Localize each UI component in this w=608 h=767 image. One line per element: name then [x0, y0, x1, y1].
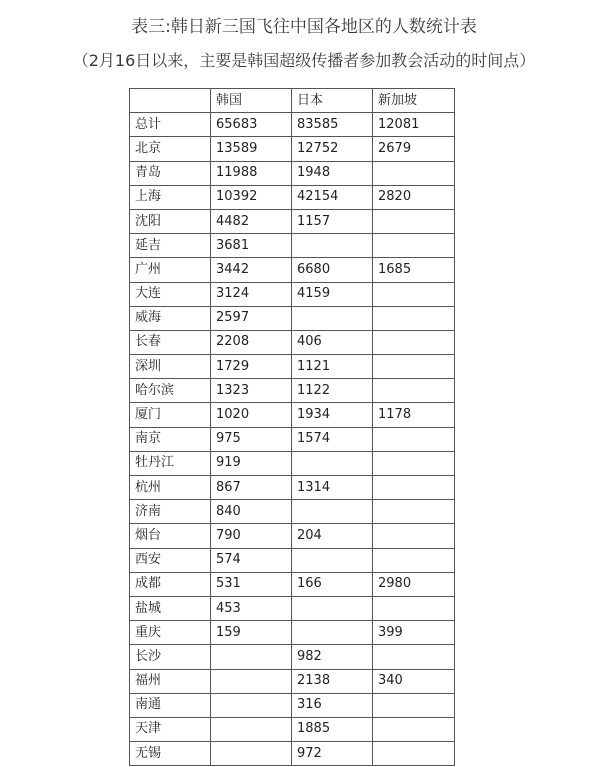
japan-count-cell: 12752	[292, 137, 373, 161]
region-cell: 成都	[130, 572, 211, 596]
korea-count-cell: 3124	[211, 282, 292, 306]
region-cell: 上海	[130, 185, 211, 209]
singapore-count-cell	[373, 330, 455, 354]
korea-count-cell: 4482	[211, 209, 292, 233]
japan-count-cell: 982	[292, 645, 373, 669]
singapore-count-cell	[373, 451, 455, 475]
region-cell: 西安	[130, 548, 211, 572]
japan-count-cell: 1934	[292, 403, 373, 427]
japan-count-cell: 1885	[292, 717, 373, 741]
region-cell: 长沙	[130, 645, 211, 669]
japan-count-cell: 1314	[292, 476, 373, 500]
korea-count-cell	[211, 717, 292, 741]
korea-count-cell: 790	[211, 524, 292, 548]
japan-count-cell: 1574	[292, 427, 373, 451]
japan-count-cell: 1121	[292, 355, 373, 379]
korea-count-cell: 840	[211, 500, 292, 524]
singapore-count-cell	[373, 379, 455, 403]
table-row	[130, 717, 455, 741]
region-cell: 济南	[130, 500, 211, 524]
singapore-count-cell: 1178	[373, 403, 455, 427]
korea-count-cell: 1729	[211, 355, 292, 379]
table-row	[130, 234, 455, 258]
region-cell: 哈尔滨	[130, 379, 211, 403]
table-row	[130, 476, 455, 500]
japan-count-cell	[292, 306, 373, 330]
korea-count-cell: 1020	[211, 403, 292, 427]
korea-count-cell: 2208	[211, 330, 292, 354]
singapore-count-cell	[373, 209, 455, 233]
table-row	[130, 403, 455, 427]
singapore-count-cell: 2820	[373, 185, 455, 209]
table-row	[130, 379, 455, 403]
japan-count-cell: 42154	[292, 185, 373, 209]
singapore-count-cell: 399	[373, 621, 455, 645]
table-row	[130, 669, 455, 693]
singapore-count-cell	[373, 645, 455, 669]
korea-count-cell: 1323	[211, 379, 292, 403]
singapore-count-cell	[373, 355, 455, 379]
japan-count-cell: 83585	[292, 113, 373, 137]
japan-count-cell: 6680	[292, 258, 373, 282]
header-cell-korea: 韩国	[211, 89, 292, 113]
singapore-count-cell: 2980	[373, 572, 455, 596]
page-title: 表三:韩日新三国飞往中国各地区的人数统计表	[131, 17, 477, 37]
page-subtitle: （2月16日以来，主要是韩国超级传播者参加教会活动的时间点）	[72, 51, 536, 70]
region-cell: 天津	[130, 717, 211, 741]
korea-count-cell: 919	[211, 451, 292, 475]
korea-count-cell: 574	[211, 548, 292, 572]
korea-count-cell: 13589	[211, 137, 292, 161]
region-cell: 广州	[130, 258, 211, 282]
region-cell: 盐城	[130, 596, 211, 620]
singapore-count-cell	[373, 476, 455, 500]
region-cell: 深圳	[130, 355, 211, 379]
korea-count-cell: 65683	[211, 113, 292, 137]
singapore-count-cell: 340	[373, 669, 455, 693]
table-row	[130, 282, 455, 306]
header-cell-singapore: 新加坡	[373, 89, 455, 113]
japan-count-cell: 972	[292, 742, 373, 766]
table-row	[130, 306, 455, 330]
region-cell: 南京	[130, 427, 211, 451]
korea-count-cell: 3681	[211, 234, 292, 258]
japan-count-cell: 166	[292, 572, 373, 596]
region-cell: 厦门	[130, 403, 211, 427]
japan-count-cell	[292, 621, 373, 645]
korea-count-cell: 867	[211, 476, 292, 500]
region-cell: 重庆	[130, 621, 211, 645]
region-cell: 福州	[130, 669, 211, 693]
singapore-count-cell	[373, 742, 455, 766]
japan-count-cell: 316	[292, 693, 373, 717]
singapore-count-cell: 2679	[373, 137, 455, 161]
singapore-count-cell	[373, 161, 455, 185]
korea-count-cell	[211, 669, 292, 693]
table-row	[130, 548, 455, 572]
table-header-row	[130, 89, 455, 113]
korea-count-cell: 2597	[211, 306, 292, 330]
table-row	[130, 500, 455, 524]
singapore-count-cell	[373, 524, 455, 548]
region-cell: 长春	[130, 330, 211, 354]
japan-count-cell: 1122	[292, 379, 373, 403]
korea-count-cell	[211, 693, 292, 717]
table-row	[130, 524, 455, 548]
table-row	[130, 427, 455, 451]
table-row	[130, 137, 455, 161]
table-row	[130, 693, 455, 717]
japan-count-cell: 1157	[292, 209, 373, 233]
region-cell: 青岛	[130, 161, 211, 185]
table-row	[130, 330, 455, 354]
korea-count-cell: 453	[211, 596, 292, 620]
singapore-count-cell	[373, 427, 455, 451]
singapore-count-cell	[373, 717, 455, 741]
singapore-count-cell	[373, 548, 455, 572]
region-cell: 南通	[130, 693, 211, 717]
region-cell: 延吉	[130, 234, 211, 258]
table-row	[130, 572, 455, 596]
table-row	[130, 258, 455, 282]
singapore-count-cell: 1685	[373, 258, 455, 282]
korea-count-cell: 159	[211, 621, 292, 645]
korea-count-cell: 975	[211, 427, 292, 451]
table-row	[130, 451, 455, 475]
japan-count-cell: 1948	[292, 161, 373, 185]
header-cell-region	[130, 89, 211, 113]
region-cell: 沈阳	[130, 209, 211, 233]
japan-count-cell	[292, 234, 373, 258]
table-row	[130, 742, 455, 766]
japan-count-cell: 2138	[292, 669, 373, 693]
region-cell: 烟台	[130, 524, 211, 548]
singapore-count-cell	[373, 596, 455, 620]
header-cell-japan: 日本	[292, 89, 373, 113]
table-row	[130, 113, 455, 137]
japan-count-cell	[292, 500, 373, 524]
japan-count-cell	[292, 548, 373, 572]
region-cell: 北京	[130, 137, 211, 161]
table-row	[130, 621, 455, 645]
table-row	[130, 596, 455, 620]
korea-count-cell: 11988	[211, 161, 292, 185]
table-body	[130, 113, 455, 766]
japan-count-cell	[292, 451, 373, 475]
japan-count-cell: 406	[292, 330, 373, 354]
singapore-count-cell	[373, 500, 455, 524]
japan-count-cell: 204	[292, 524, 373, 548]
japan-count-cell: 4159	[292, 282, 373, 306]
singapore-count-cell: 12081	[373, 113, 455, 137]
table-row	[130, 355, 455, 379]
korea-count-cell: 10392	[211, 185, 292, 209]
korea-count-cell	[211, 645, 292, 669]
singapore-count-cell	[373, 282, 455, 306]
table-row	[130, 645, 455, 669]
table-row	[130, 209, 455, 233]
singapore-count-cell	[373, 693, 455, 717]
singapore-count-cell	[373, 234, 455, 258]
region-cell: 杭州	[130, 476, 211, 500]
region-cell: 无锡	[130, 742, 211, 766]
korea-count-cell	[211, 742, 292, 766]
singapore-count-cell	[373, 306, 455, 330]
region-cell: 威海	[130, 306, 211, 330]
passenger-stats-table	[129, 88, 455, 766]
region-cell: 总计	[130, 113, 211, 137]
japan-count-cell	[292, 596, 373, 620]
table-row	[130, 161, 455, 185]
korea-count-cell: 531	[211, 572, 292, 596]
table-row	[130, 185, 455, 209]
region-cell: 大连	[130, 282, 211, 306]
korea-count-cell: 3442	[211, 258, 292, 282]
region-cell: 牡丹江	[130, 451, 211, 475]
